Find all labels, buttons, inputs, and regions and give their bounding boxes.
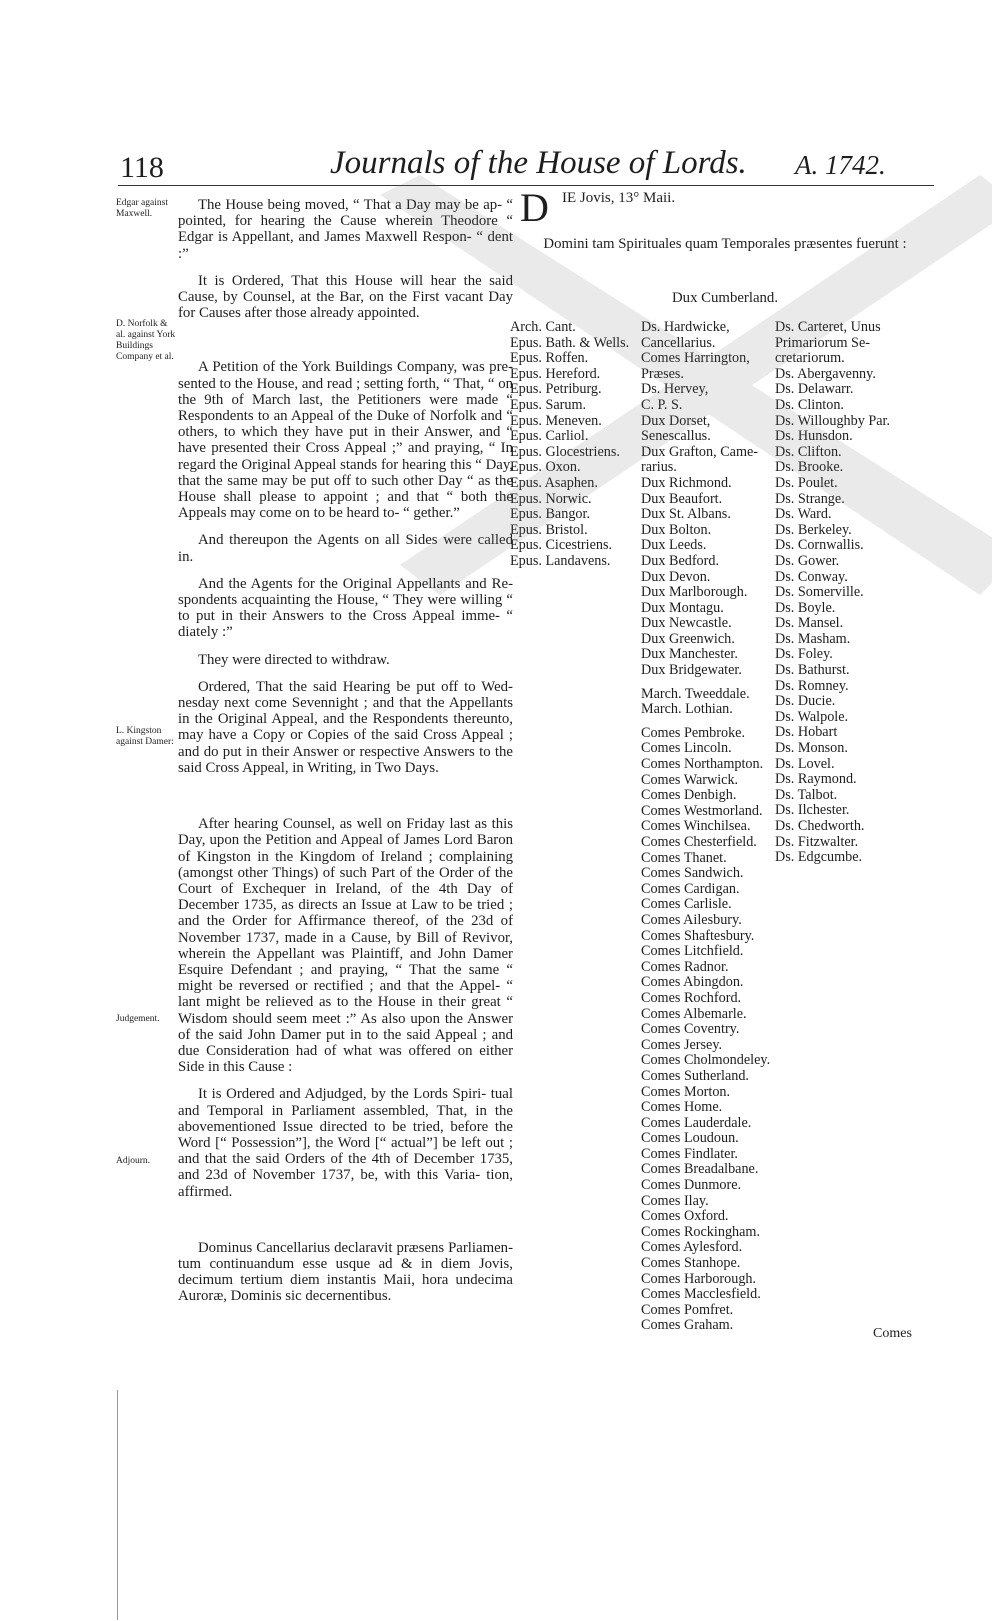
member-name: Comes Findlater. [641, 1145, 738, 1162]
member-name: Comes Loudoun. [641, 1130, 739, 1147]
member-name: Epus. Bristol. [510, 521, 588, 538]
margin-note-kingston: L. Kingston against Damer: [116, 726, 174, 747]
member-name: Ds. Foley. [775, 646, 833, 663]
member-name: Dux Dorset, [641, 412, 711, 429]
paragraph: It is Ordered, That this House will hear the said Cause, by Counsel, at the Bar, on the First vacant Day for Causes after those already appointed. [178, 272, 513, 322]
member-name: Ds. Cornwallis. [775, 537, 864, 554]
member-name: Comes Coventry. [641, 1021, 740, 1038]
member-name: Epus. Asaphen. [510, 474, 598, 491]
margin-note-edgar: Edgar against Maxwell. [116, 198, 168, 219]
member-name: Cancellarius. [641, 334, 716, 351]
member-name: Dux Devon. [641, 568, 711, 585]
member-name: Ds. Strange. [775, 490, 845, 507]
member-name: Ds. Masham. [775, 630, 851, 647]
member-name: Epus. Oxon. [510, 459, 581, 476]
member-name: Comes Jersey. [641, 1036, 723, 1053]
member-name: cretariorum. [775, 350, 845, 367]
member-name: Comes Sandwich. [641, 865, 744, 882]
member-name: Comes Winchilsea. [641, 818, 751, 835]
paragraph: They were directed to withdraw. [198, 651, 390, 668]
member-name: Comes Aylesford. [641, 1239, 743, 1256]
names-column-barons [775, 320, 890, 866]
member-name: Ds. Gower. [775, 552, 840, 569]
member-name: Dux Leeds. [641, 537, 707, 554]
running-title: Journals of the House of Lords. [330, 145, 747, 181]
paragraph: The House being moved, “ That a Day may be ap- “ pointed, for hearing the Cause wherein Theodore “ Edgar is Appellant, and James Maxwell Respon- “ dent :” [178, 197, 513, 262]
margin-note-adjourn: Adjourn. [116, 1156, 151, 1166]
paragraph: Dominus Cancellarius declaravit præsens Parliamen- tum continuandum esse usque ad & in diem Jovis, decimum tertium diem instantis Maii, hora undecima Auroræ, Dominis sic decernentibus. [178, 1239, 513, 1305]
member-name: Comes Harborough. [641, 1270, 757, 1287]
member-name: Ds. Willoughby Par. [775, 412, 891, 429]
margin-line [117, 1390, 118, 1620]
member-name: Ds. Walpole. [775, 708, 849, 725]
member-name: Comes Morton. [641, 1083, 731, 1100]
member-name: Primariorum Se- [775, 334, 870, 351]
member-name: Ds. Brooke. [775, 459, 844, 476]
member-name: Comes Harrington, [641, 350, 750, 367]
date-heading [520, 185, 925, 230]
member-name: Comes Abingdon. [641, 974, 744, 991]
member-name: Ds. Poulet. [775, 474, 838, 491]
member-name: Ds. Hunsdon. [775, 428, 853, 445]
margin-note-judgement: Judgement. [116, 1014, 160, 1024]
member-name: Epus. Petriburg. [510, 381, 602, 398]
member-name: Comes Rockingham. [641, 1223, 761, 1240]
member-name: Ds. Abergavenny. [775, 365, 876, 382]
page-number: 118 [120, 151, 164, 184]
member-name: Ds. Ducie. [775, 693, 836, 710]
member-name: Comes Dunmore. [641, 1177, 742, 1194]
member-name: Comes Ilay. [641, 1192, 709, 1209]
paragraph: After hearing Counsel, as well on Friday last as this Day, upon the Petition and Appeal of James Lord Baron of Kingston in the Kingdom of Ireland ; complaining (amongst other Things) of such Part of the Order of the Court of Exchequer in Ireland, of the 4th Day of December 1735, as directs an Issue at Law to be tried ; and the Order for Affirmance thereof, of the 23d of November 1737, made in a Cause, by Bill of Revivor, wherein the Appellant was Plaintiff, and John Damer Esquire Defendant ; and praying, “ That the same “ might be reversed or rectified ; and that the Appel- “ lant might be relieved as to the House in their great “ Wisdom should seem meet :” As also upon the Answer of the said John Damer put in to the said Appeal ; and due Consideration had of what was offered on either Side in this Cause : [178, 816, 513, 1076]
paragraph: It is Ordered and Adjudged, by the Lords Spiri- tual and Temporal in Parliament assembled, That, in the abovementioned Issue directed to be tried, before the Word [“ Possession”], the Word [“ actual”] be left out ; and that the said Orders of the 4th of December 1735, and 23d of November 1737, be, with this Varia- tion, affirmed. [178, 1086, 513, 1200]
member-name: Epus. Cicestriens. [510, 537, 613, 554]
member-name: Epus. Bangor. [510, 506, 590, 523]
member-name: Comes Denbigh. [641, 787, 737, 804]
member-name: Epus. Roffen. [510, 350, 589, 367]
year-heading: A. 1742. [795, 150, 886, 180]
member-name: Epus. Hereford. [510, 365, 601, 382]
member-name: Comes Oxford. [641, 1208, 729, 1225]
left-column [178, 197, 513, 1316]
member-name: Senescallus. [641, 428, 711, 445]
member-name: Comes Albemarle. [641, 1005, 747, 1022]
member-name: Comes Sutherland. [641, 1067, 749, 1084]
member-name: Comes Carlisle. [641, 896, 732, 913]
member-name: Ds. Ilchester. [775, 802, 850, 819]
member-name: Epus. Carliol. [510, 428, 589, 445]
member-name: Comes Radnor. [641, 958, 729, 975]
paragraph: Ordered, That the said Hearing be put off to Wed- nesday next come Sevennight ; and that the Appellants in the Original Appeal, and the Respondents thereunto, may have a Copy or Copies of the said Cross Appeal ; and do put in their Answer or respective Answers to the said Cross Appeal, in Writing, in Two Days. [178, 678, 513, 776]
member-name: Epus. Glocestriens. [510, 443, 620, 460]
member-name: Comes Graham. [641, 1317, 734, 1334]
member-name: Comes Northampton. [641, 756, 764, 773]
member-name: Ds. Chedworth. [775, 818, 865, 834]
member-name: Epus. Norwic. [510, 490, 592, 507]
member-name: Ds. Clinton. [775, 396, 844, 413]
member-name: Comes Rochford. [641, 989, 742, 1006]
member-name: Ds. Raymond. [775, 771, 857, 788]
member-name: Ds. Hobart [775, 724, 838, 741]
member-name: Ds. Ward. [775, 506, 832, 523]
member-name: March. Lothian. [641, 701, 733, 718]
member-name: Dux Grafton, Came- [641, 443, 759, 460]
member-name: Ds. Romney. [775, 677, 849, 694]
member-name: Comes Lauderdale. [641, 1114, 752, 1131]
member-name: Ds. Carteret, Unus [775, 319, 881, 335]
member-name: Ds. Fitzwalter. [775, 833, 859, 850]
member-name: Ds. Conway. [775, 568, 848, 585]
member-name: Ds. Talbot. [775, 786, 838, 803]
member-name: Comes Macclesfield. [641, 1286, 761, 1303]
member-name: Comes Breadalbane. [641, 1161, 759, 1178]
member-name: Dux Bolton. [641, 521, 712, 538]
member-name: Dux Marlborough. [641, 584, 748, 601]
member-name: Comes Stanhope. [641, 1255, 741, 1272]
member-name: March. Tweeddale. [641, 685, 750, 702]
member-name: Ds. Delawarr. [775, 381, 854, 398]
member-name: Dux Greenwich. [641, 630, 735, 647]
member-name: Ds. Mansel. [775, 615, 844, 632]
dux-cumberland: Dux Cumberland. [671, 290, 779, 306]
member-name: Dux Newcastle. [641, 615, 732, 632]
paragraph: A Petition of the York Buildings Company, was pre- sented to the House, and read ; setting forth, “ That, “ on the 9th of March last, the Petitioners were made “ Respondents to an Appeal of the Duke of Norfolk and “ others, to which they have put in their Answer, and “ have presented their Cross Appeal ;” and praying, “ In regard the Original Appeal stands for hearing this “ Day, that the same may be put off to such other Day “ as the House shall please to appoint ; and that “ both the Appeals may come on to be heard to- “ gether.” [178, 359, 513, 522]
member-name: Comes Chesterfield. [641, 834, 757, 850]
sitting-date: IE Jovis, 13° Maii. [562, 190, 676, 206]
member-name: Ds. Somerville. [775, 584, 864, 601]
member-name: Comes Ailesbury. [641, 911, 742, 928]
member-name: Dux Montagu. [641, 599, 724, 616]
member-name: Dux Bedford. [641, 552, 720, 569]
catchword: Comes [873, 1326, 912, 1341]
member-name: Ds. Hervey, [641, 381, 709, 398]
member-name: Comes Cholmondeley. [641, 1052, 771, 1069]
names-column-bishops [510, 320, 629, 570]
member-name: Ds. Monson. [775, 740, 848, 757]
member-name: Comes Cardigan. [641, 880, 740, 897]
member-name: Comes Pomfret. [641, 1301, 734, 1318]
member-name: Ds. Hardwicke, [641, 319, 730, 335]
member-name: Comes Lincoln. [641, 740, 732, 757]
member-name: Comes Pembroke. [641, 724, 746, 741]
attendance-intro: Domini tam Spirituales quam Temporales præsentes fuerunt : [543, 236, 907, 252]
member-name: Ds. Berkeley. [775, 521, 852, 538]
member-name: Ds. Clifton. [775, 443, 842, 460]
drop-cap: D [520, 185, 549, 230]
member-name: Ds. Lovel. [775, 755, 835, 772]
member-name: Comes Shaftesbury. [641, 927, 755, 944]
member-name: Comes Home. [641, 1099, 723, 1116]
member-name: Dux Bridgewater. [641, 662, 742, 679]
member-name: Dux Richmond. [641, 474, 732, 491]
member-name: Comes Warwick. [641, 771, 739, 788]
names-column-peers [641, 320, 770, 1334]
member-name: Ds. Edgcumbe. [775, 849, 863, 866]
member-name: Comes Thanet. [641, 849, 727, 866]
member-name: Epus. Meneven. [510, 412, 602, 429]
member-name: Dux Manchester. [641, 646, 738, 663]
member-name: Ds. Bathurst. [775, 662, 850, 679]
margin-note-norfolk: D. Norfolk & al. against York Buildings Company et al. [116, 319, 176, 362]
member-name: Arch. Cant. [510, 319, 576, 335]
member-name: Epus. Landavens. [510, 552, 611, 569]
paragraph: And the Agents for the Original Appellants and Re- spondents acquainting the House, “ They were willing “ to put in their Answers to the Cross Appeal imme- “ diately :” [178, 575, 513, 641]
member-name: rarius. [641, 459, 677, 476]
member-name: Ds. Boyle. [775, 599, 836, 616]
member-name: Præses. [641, 365, 684, 382]
member-name: Dux Beaufort. [641, 490, 723, 507]
member-name: Dux St. Albans. [641, 506, 731, 523]
member-name: Comes Litchfield. [641, 943, 744, 960]
member-name: C. P. S. [641, 396, 683, 413]
member-name: Epus. Sarum. [510, 396, 587, 413]
paragraph: And thereupon the Agents on all Sides were called in. [178, 532, 513, 565]
member-name: Comes Westmorland. [641, 802, 763, 819]
member-name: Epus. Bath. & Wells. [510, 334, 630, 351]
